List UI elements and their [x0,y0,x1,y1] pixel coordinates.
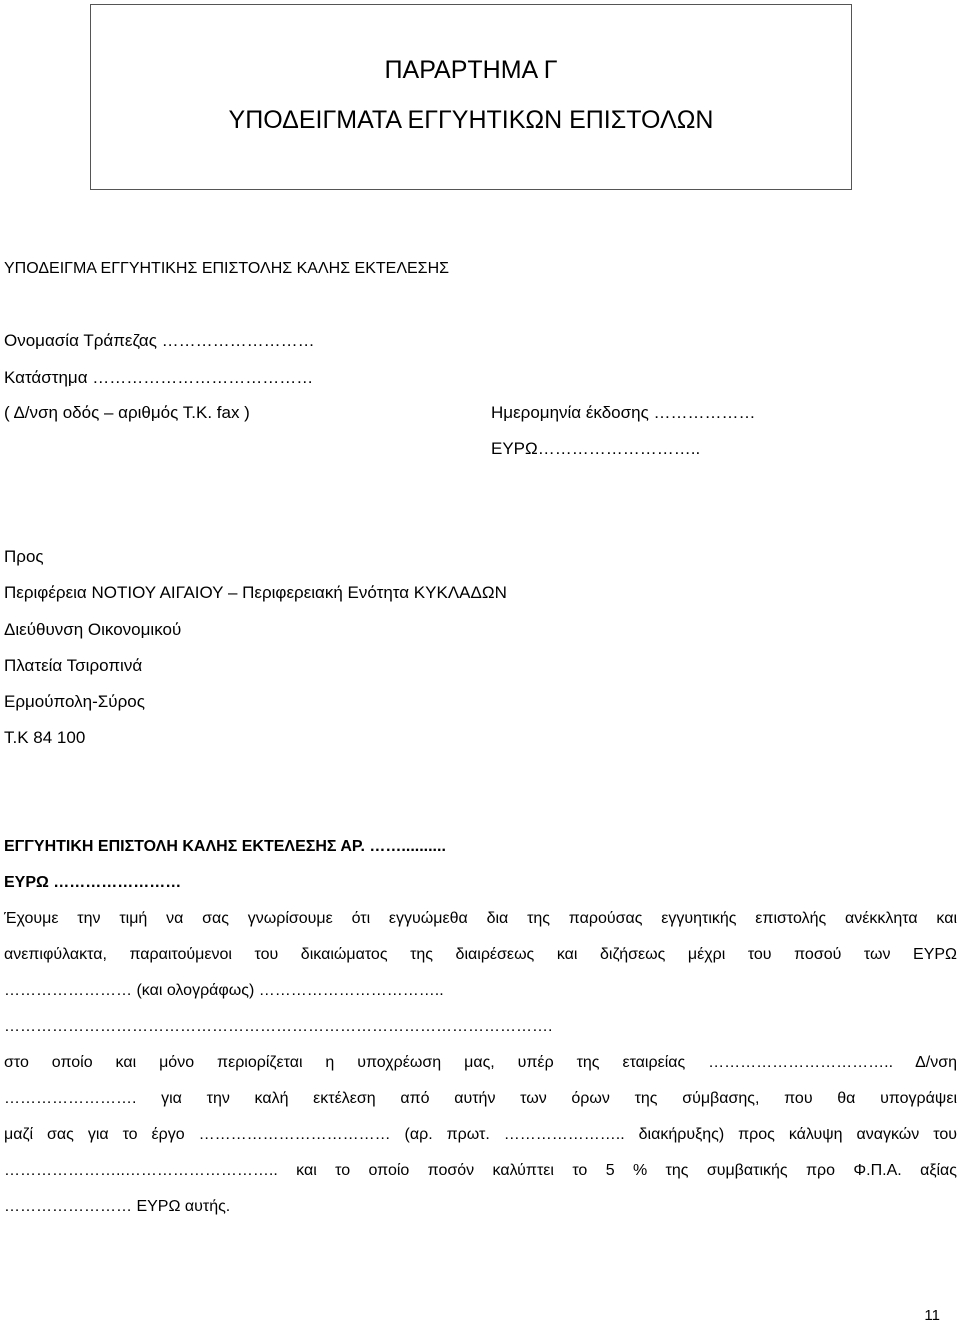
title-box [90,4,852,190]
letter-body-line: Έχουμε την τιμή να σας γνωρίσουμε ότι εγγυώμεθα δια της παρούσας εγγυητικής επιστολής ανέκκλητα και [4,910,957,927]
recipient-org: Περιφέρεια ΝΟΤΙΟΥ ΑΙΓΑΙΟΥ – Περιφερειακή Ενότητα ΚΥΚΛΑΔΩΝ [4,583,507,602]
letter-body-line: …………………… (και ολογράφως) …………………………….. [4,982,444,999]
letter-body-line: ……………………. για την καλή εκτέλεση από αυτήν των όρων της σύμβασης, που θα υπογράψει [4,1090,957,1107]
issue-date-line: Ημερομηνία έκδοσης ……………… [491,403,756,422]
recipient-to: Προς [4,547,44,566]
letter-body-line: ανεπιφύλακτα, παραιτούμενοι του δικαιώματος της διαιρέσεως και διζήσεως μέχρι του ποσού των ΕΥΡΩ [4,946,957,963]
bank-address-line: ( Δ/νση οδός – αριθμός Τ.Κ. fax ) [4,403,250,422]
page-number: 11 [924,1307,940,1324]
section-title: ΥΠΟΔΕΙΓΜΑ ΕΓΓΥΗΤΙΚΗΣ ΕΠΙΣΤΟΛΗΣ ΚΑΛΗΣ ΕΚΤΕΛΕΣΗΣ [4,260,450,277]
letter-body-line: …………………..……………………….. και το οποίο ποσόν καλύπτει το 5 % της συμβατικής προ Φ.Π.Α. αξίας [4,1162,957,1179]
bank-name-line: Ονομασία Τράπεζας ……………………… [4,331,315,350]
recipient-square: Πλατεία Τσιροπινά [4,656,143,675]
letter-body-line: μαζί σας για το έργο ……………………………… (αρ. πρωτ. ………………….. διακήρυξης) προς κάλυψη αναγκών του [4,1126,957,1143]
annex-subtitle: ΥΠΟΔΕΙΓΜΑΤΑ ΕΓΓΥΗΤΙΚΩΝ ΕΠΙΣΤΟΛΩΝ [228,106,714,134]
recipient-postal: Τ.Κ 84 100 [4,728,86,747]
recipient-city: Ερμούπολη-Σύρος [4,692,145,711]
annex-title: ΠΑΡΑΡΤΗΜΑ Γ [384,56,558,84]
letter-title: ΕΓΓΥΗΤΙΚΗ ΕΠΙΣΤΟΛΗ ΚΑΛΗΣ ΕΚΤΕΛΕΣΗΣ ΑΡ. …….......... [4,838,446,855]
bank-branch-line: Κατάστημα ………………………………… [4,368,314,387]
recipient-dept: Διεύθυνση Οικονομικού [4,620,182,639]
letter-body-line: …………………………………………………………………………………………. [4,1018,553,1035]
letter-body-line: …………………… ΕΥΡΩ αυτής. [4,1198,231,1215]
amount-line: ΕΥΡΩ……………………….. [491,439,701,458]
letter-body-line: στο οποίο και μόνο περιορίζεται η υποχρέωση μας, υπέρ της εταιρείας …………………………….. Δ/νση [4,1054,957,1071]
letter-amount: ΕΥΡΩ …………………… [4,874,182,891]
